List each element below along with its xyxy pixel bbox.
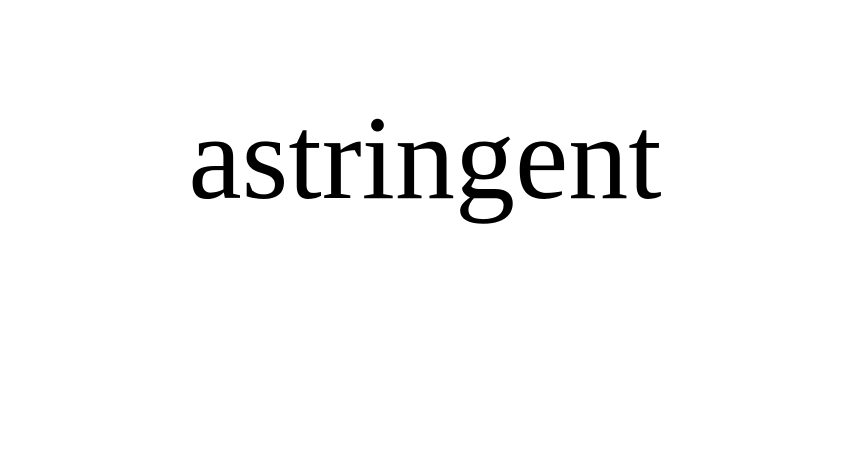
displayed-word: astringent bbox=[188, 91, 662, 224]
